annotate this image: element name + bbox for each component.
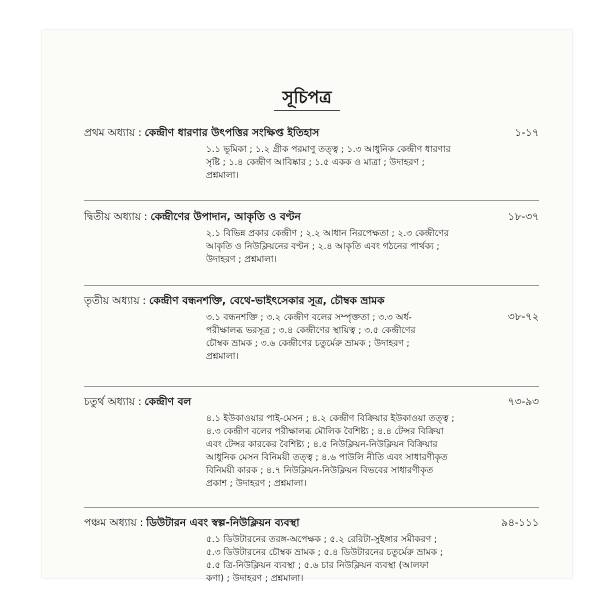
chapter-contents	[206, 228, 531, 267]
contents-line: পরীক্ষালব্ধ ভরসূত্র ; ৩.৪ কেন্দ্রীণের স্থায়িত্ব ; ৩.৫ কেন্দ্রীণের	[206, 326, 416, 336]
chapter-label: দ্বিতীয় অধ্যায়	[84, 211, 141, 223]
chapter-contents	[206, 312, 531, 364]
chapter-1	[84, 126, 539, 183]
contents-line: ৪.১ ইউকাওয়ার পাই-মেসন ; ৪.২ কেন্দ্রীণ বিক্রিয়ার ইউকাওয়া তত্ত্ব ;	[206, 414, 455, 424]
chapter-title: কেন্দ্রীণ বল	[144, 396, 192, 408]
section-divider	[84, 200, 539, 201]
chapter-pages: ৩৮-৭২	[507, 311, 539, 323]
chapter-4	[84, 395, 539, 491]
chapter-pages: ১-১৭	[514, 127, 539, 139]
chapter-3	[84, 294, 539, 364]
section-divider	[84, 507, 539, 508]
contents-line: ২.১ বিভিন্ন প্রকার কেন্দ্রীণ ; ২.২ আধান নিরপেক্ষতা ; ২.৩ কেন্দ্রীণের	[206, 229, 449, 239]
chapter-label: পঞ্চম অধ্যায়	[84, 517, 137, 529]
contents-line: প্রশ্নমালা।	[206, 171, 239, 181]
chapter-title: কেন্দ্রীণ বন্ধনশক্তি, বেথে-ভাইৎসেকার সূত্র, চৌম্বক ভ্রামক	[149, 295, 385, 307]
contents-line: চৌম্বক ভ্রামক ; ৩.৬ কেন্দ্রীণের চতুর্মেরু ভ্রামক ; উদাহরণ ;	[206, 339, 410, 349]
contents-line: ৪.৩ কেন্দ্রীণ বলের পরীক্ষালব্ধ মৌলিক বৈশিষ্ট্য ; ৪.৪ টেন্সর বিক্রিয়া	[206, 427, 444, 437]
contents-line: ৫.৩ ডিউটারনের চৌম্বক ভ্রামক ; ৫.৪ ডিউটারনের চতুর্মেরু ভ্রামক ;	[206, 548, 443, 558]
chapter-contents	[206, 413, 531, 491]
chapter-heading: পঞ্চম অধ্যায় : ডিউটারন এবং স্বল্প-নিউক্লিয়ন ব্যবস্থা ৯৪-১১১	[84, 517, 539, 529]
chapter-label: চতুর্থ অধ্যায়	[84, 396, 135, 408]
chapter-contents	[206, 534, 531, 586]
chapter-heading: প্রথম অধ্যায় : কেন্দ্রীণ ধারণার উৎপত্তির সংক্ষিপ্ত ইতিহাস ১-১৭	[84, 127, 539, 139]
chapter-heading: দ্বিতীয় অধ্যায় : কেন্দ্রীণের উপাদান, আকৃতি ও বণ্টন ১৮-৩৭	[84, 211, 539, 223]
contents-line: ৩.১ বন্ধনশক্তি ; ৩.২ কেন্দ্রীণ বলের সম্পৃক্ততা ; ৩.৩ অর্ধ-	[206, 313, 412, 323]
section-divider	[84, 285, 539, 286]
page-title: সূচিপত্র	[282, 88, 332, 108]
contents-line: আকৃতি ও নিউক্লিয়নের বণ্টন ; ২.৪ আকৃতি এবং গঠনের পার্থক্য ;	[206, 242, 440, 252]
chapter-title: কেন্দ্রীণ ধারণার উৎপত্তির সংক্ষিপ্ত ইতিহাস	[144, 127, 320, 139]
contents-line: আধুনিক মেসন বিনিময়ী তত্ত্ব ; ৪.৬ পাউলি নীতি এবং সাধারণীকৃত	[206, 453, 448, 463]
chapter-5	[84, 516, 539, 586]
section-divider	[84, 386, 539, 387]
contents-line: সৃষ্টি ; ১.৪ কেন্দ্রীণ আবিষ্কার ; ১.৫ একক ও মাত্রা ; উদাহরণ ;	[206, 158, 425, 168]
chapter-heading: তৃতীয় অধ্যায় : কেন্দ্রীণ বন্ধনশক্তি, বেথে-ভাইৎসেকার সূত্র, চৌম্বক ভ্রামক ৩৮-৭২	[84, 295, 539, 323]
chapter-title: কেন্দ্রীণের উপাদান, আকৃতি ও বণ্টন	[150, 211, 301, 223]
contents-line: কণা) ; উদাহরণ ; প্রশ্নমালা।	[206, 574, 304, 584]
chapter-label: প্রথম অধ্যায়	[84, 127, 136, 139]
chapter-title: ডিউটারন এবং স্বল্প-নিউক্লিয়ন ব্যবস্থা	[146, 517, 300, 529]
chapter-2	[84, 210, 539, 267]
contents-line: ৫.১ ডিউটারনের তরঙ্গ-অপেক্ষক ; ৫.২ রেরিটা-সুইঙ্গার সমীকরণ ;	[206, 535, 438, 545]
title-underline	[274, 110, 340, 111]
contents-line: ১.১ ভূমিকা ; ১.২ গ্রীক পরমাণু তত্ত্ব ; ১.৩ আধুনিক কেন্দ্রীণ ধারণার	[206, 145, 451, 155]
contents-line: প্রকাশ ; উদাহরণ ; প্রশ্নমালা।	[206, 479, 307, 489]
contents-line: উদাহরণ ; প্রশ্নমালা।	[206, 255, 277, 265]
chapter-pages: ১৮-৩৭	[507, 211, 539, 223]
chapter-heading: চতুর্থ অধ্যায় : কেন্দ্রীণ বল ৭৩-৯৩	[84, 396, 539, 408]
contents-line: ৫.৫ ত্রি-নিউক্লিয়ন ব্যবস্থা ; ৫.৬ চার নিউক্লিয়ন ব্যবস্থা (আলফা	[206, 561, 429, 571]
chapter-contents	[206, 144, 531, 183]
contents-line: এবং টেন্সর কারকের বৈশিষ্ট্য ; ৪.৫ নিউক্লিয়ন-নিউক্লিয়ন বিক্রিয়ার	[206, 440, 438, 450]
contents-line: বিনিময়ী কারক ; ৪.৭ নিউক্লিয়ন-নিউক্লিয়ন বিভবের সাধারণীকৃত	[206, 466, 434, 476]
chapter-label: তৃতীয় অধ্যায়	[84, 295, 140, 307]
contents-line: প্রশ্নমালা।	[206, 352, 239, 362]
chapter-pages: ৯৪-১১১	[501, 517, 539, 529]
book-page	[42, 30, 572, 584]
chapter-pages: ৭৩-৯৩	[507, 396, 539, 408]
